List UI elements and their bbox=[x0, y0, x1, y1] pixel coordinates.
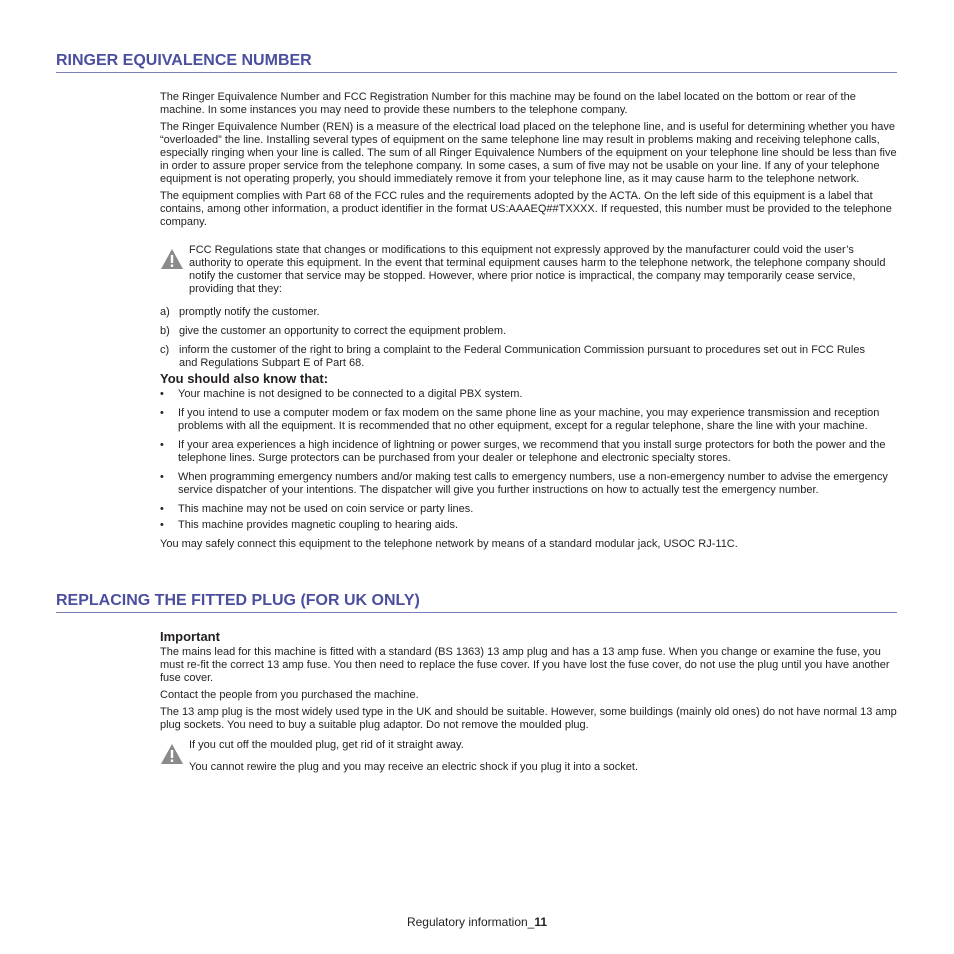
also-know-list bbox=[160, 388, 897, 532]
bullet-text: If you intend to use a computer modem or fax modem on the same phone line as your machine, you may experience transmission and reception problems with all the equipment. It is recommended that no other equipment, except for a regular telephone, share the line with your machine. bbox=[178, 407, 880, 432]
warning-triangle-icon bbox=[160, 248, 184, 270]
bullet-text: This machine may not be used on coin service or party lines. bbox=[178, 503, 474, 515]
bullet-item bbox=[160, 519, 897, 532]
warning-paragraph: FCC Regulations state that changes or modifications to this equipment not expressly approved by the manufacturer could void the user’s authority to operate this equipment. In the event that terminal equipment causes harm to the telephone network, the telephone company should notify the customer that service may be stopped. However, where prior notice is impractical, the company may temporarily cease service, providing that they: bbox=[189, 244, 886, 295]
section-title-ringer-equivalence: RINGER EQUIVALENCE NUMBER bbox=[56, 52, 897, 73]
page-footer bbox=[0, 915, 954, 929]
list-marker: c) bbox=[160, 344, 170, 356]
bullet-item bbox=[160, 439, 897, 465]
bullet-text: If your area experiences a high incidence of lightning or power surges, we recommend that you install surge protectors for both the power and the telephone lines. Surge protectors can be purchased from your dealer or telephone and electronic specialty stores. bbox=[178, 439, 886, 464]
warning-line: If you cut off the moulded plug, get rid of it straight away. bbox=[189, 739, 464, 751]
warning-text bbox=[189, 739, 897, 774]
uk-plug-block bbox=[160, 630, 897, 736]
fcc-warning-note bbox=[160, 244, 897, 373]
paragraph: Contact the people from you purchased the machine. bbox=[160, 689, 419, 701]
list-item-text: promptly notify the customer. bbox=[179, 306, 320, 318]
bullet-text: When programming emergency numbers and/or making test calls to emergency numbers, use a non-emergency number to advise the emergency service dispatcher of your intentions. The dispatcher will give you further instructions on how to actually test the emergency number. bbox=[178, 471, 888, 496]
list-marker: a) bbox=[160, 306, 170, 318]
sub-heading-also-know: You should also know that: bbox=[160, 371, 329, 386]
closing-paragraph: You may safely connect this equipment to the telephone network by means of a standard modular jack, USOC RJ-11C. bbox=[160, 538, 738, 550]
sub-heading-important: Important bbox=[160, 629, 220, 644]
list-item-text: give the customer an opportunity to correct the equipment problem. bbox=[179, 325, 507, 337]
bullet-item bbox=[160, 407, 897, 433]
uk-warning-note bbox=[160, 739, 897, 778]
ren-paragraphs bbox=[160, 91, 897, 233]
list-marker: b) bbox=[160, 325, 170, 337]
section-title-replacing-plug: REPLACING THE FITTED PLUG (FOR UK ONLY) bbox=[56, 592, 897, 613]
bullet-marker: • bbox=[160, 471, 164, 483]
paragraph: The Ringer Equivalence Number (REN) is a measure of the electrical load placed on the telephone line, and is useful for determining whether you have “overloaded” the line. Installing several types of equipment on the same telephone line may result in problems making and receiving telephone calls, especially ringing when your line is called. The sum of all Ringer Equivalence Numbers of the equipment on your telephone line should be less than five in order to assure proper service from the telephone company. In some cases, a sum of five may not be usable on your line. If any of your telephone equipment is not operating properly, you should immediately remove it from your telephone line, as it may cause harm to the telephone network. bbox=[160, 121, 897, 185]
paragraph: The equipment complies with Part 68 of the FCC rules and the requirements adopted by the ACTA. On the left side of this equipment is a label that contains, among other information, a product identifier in the format US:AAAEQ##TXXXX. If requested, this number must be provided to the telephone company. bbox=[160, 190, 892, 228]
bullet-marker: • bbox=[160, 519, 164, 531]
warning-triangle-icon bbox=[160, 743, 184, 765]
also-know-block bbox=[160, 372, 897, 555]
footer-label: Regulatory information_ bbox=[406, 915, 535, 929]
list-item-text: inform the customer of the right to bring a complaint to the Federal Communication Commission pursuant to procedures set out in FCC Rules and Regulations Subpart E of Part 68. bbox=[179, 344, 865, 369]
paragraph: The mains lead for this machine is fitted with a standard (BS 1363) 13 amp plug and has a 13 amp fuse. When you change or examine the fuse, you must re-fit the correct 13 amp fuse. You then need to replace the fuse cover. If you have lost the fuse cover, do not use the plug until you have another fuse cover. bbox=[160, 646, 890, 684]
bullet-text: This machine provides magnetic coupling to hearing aids. bbox=[178, 519, 459, 531]
list-item bbox=[160, 325, 897, 338]
bullet-text: Your machine is not designed to be connected to a digital PBX system. bbox=[178, 388, 523, 400]
page-number: 11 bbox=[534, 915, 548, 929]
bullet-marker: • bbox=[160, 503, 164, 515]
warning-list bbox=[160, 306, 897, 370]
list-item bbox=[160, 344, 897, 370]
bullet-marker: • bbox=[160, 439, 164, 451]
bullet-item bbox=[160, 388, 897, 401]
list-item bbox=[160, 306, 897, 319]
bullet-marker: • bbox=[160, 388, 164, 400]
bullet-marker: • bbox=[160, 407, 164, 419]
warning-text bbox=[189, 244, 897, 296]
bullet-item bbox=[160, 471, 897, 497]
warning-line: You cannot rewire the plug and you may receive an electric shock if you plug it into a socket. bbox=[189, 761, 639, 773]
paragraph: The 13 amp plug is the most widely used type in the UK and should be suitable. However, some buildings (mainly old ones) do not have normal 13 amp plug sockets. You need to buy a suitable plug adaptor. Do not remove the moulded plug. bbox=[160, 706, 897, 731]
bullet-item bbox=[160, 503, 897, 516]
paragraph: The Ringer Equivalence Number and FCC Registration Number for this machine may be found on the label located on the bottom or rear of the machine. In some instances you may need to provide these numbers to the telephone company. bbox=[160, 91, 856, 116]
